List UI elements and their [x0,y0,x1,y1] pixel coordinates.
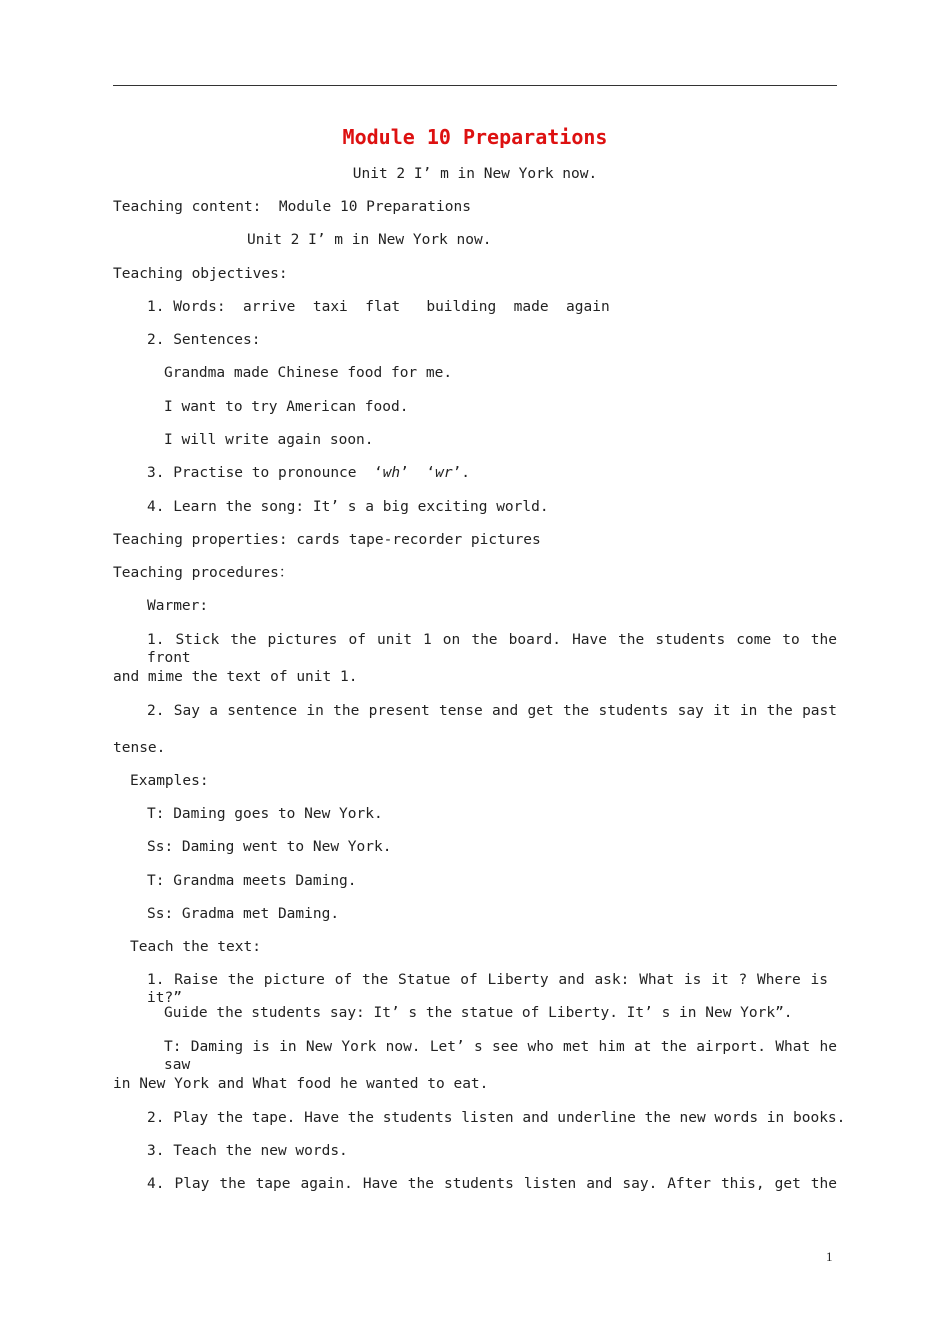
warmer-step-2: 2. Say a sentence in the present tense and get the students say it in the past [147,703,837,719]
objectives-label: Teaching objectives: [113,266,288,282]
examples-label: Examples: [130,773,209,789]
teach-step-1-guide: Guide the students say: It’ s the statue of Liberty. It’ s in New York”. [164,1005,793,1021]
pronounce-prefix: 3. Practise to pronounce ‘ [147,465,383,481]
pronounce-sep: ’ ‘ [400,465,436,481]
warmer-step-2-cont: tense. [113,740,166,756]
pronounce-suffix: ’. [452,465,471,481]
example-line: Ss: Daming went to New York. [147,839,392,855]
example-line: T: Daming goes to New York. [147,806,383,822]
objective-sentence: I want to try American food. [164,399,409,415]
warmer-step-1-cont: and mime the text of unit 1. [113,669,358,685]
teach-step-3: 3. Teach the new words. [147,1143,348,1159]
example-line: Ss: Gradma met Daming. [147,906,340,922]
teaching-properties: Teaching properties: cards tape-recorder pictures [113,532,541,548]
objective-sentences-label: 2. Sentences: [147,332,261,348]
objective-song: 4. Learn the song: It’ s a big exciting world. [147,499,549,515]
pronounce-wr: wr [435,465,453,481]
header-rule [113,85,837,86]
teach-text-label: Teach the text: [130,939,261,955]
page-number: 1 [826,1249,833,1264]
teach-step-4: 4. Play the tape again. Have the students listen and say. After this, get the [147,1176,837,1192]
pronounce-wh: wh [382,465,401,481]
warmer-step-1: 1. Stick the pictures of unit 1 on the board. Have the students come to the front [147,632,837,666]
procedures-label: Teaching procedures： [113,565,294,581]
teach-step-2: 2. Play the tape. Have the students listen and underline the new words in books. [147,1110,846,1126]
teach-step-1-teacher-cont: in New York and What food he wanted to eat. [113,1076,489,1092]
teaching-content-label: Teaching content: Module 10 Preparations [113,199,471,215]
teach-step-1: 1. Raise the picture of the Statue of Liberty and ask: What is it ? Where is it?” [147,972,828,1006]
teach-step-1-teacher: T: Daming is in New York now. Let’ s see who met him at the airport. What he saw [164,1039,837,1073]
teaching-content-unit: Unit 2 I’ m in New York now. [247,232,492,248]
objective-sentence: I will write again soon. [164,432,374,448]
objective-pronounce [147,464,470,482]
objective-sentence: Grandma made Chinese food for me. [164,365,453,381]
page-title: Module 10 Preparations [342,125,608,149]
warmer-label: Warmer: [147,598,209,614]
example-line: T: Grandma meets Daming. [147,873,357,889]
unit-subtitle: Unit 2 I’ m in New York now. [352,166,598,182]
objective-words: 1. Words: arrive taxi flat building made again [147,299,610,315]
